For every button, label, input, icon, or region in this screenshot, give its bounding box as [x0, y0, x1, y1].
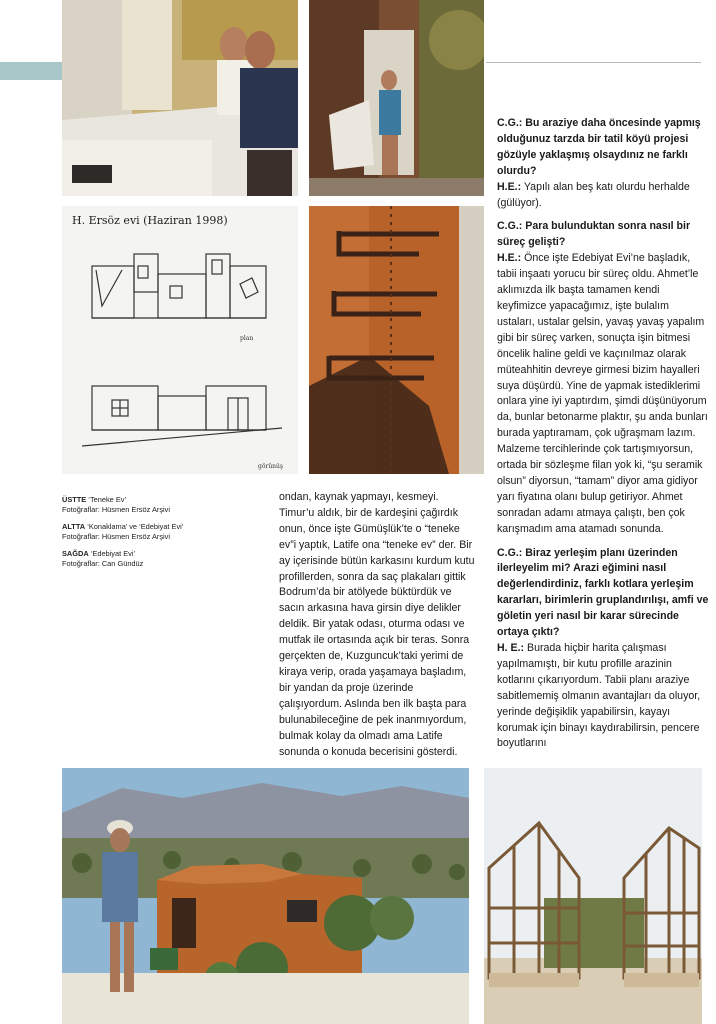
photo-captions [62, 495, 272, 576]
answer-text: Önce işte Edebiyat Evi’ne başladık, tabii inşaatı yorucu bir süreç oldu. Ahmet’le aklımızda ilk başta tamamen kendi keyfimizce yapacağımız, işte bulalım ustaları, ustalar gelsin, yavaş yavaş yapalım gibi bir süreç varken, sonuçta işin bitmesi öncelik haline geldi ve kaçınılmaz olarak müteahhitin devreye girmesi bizim hayalleri suya düşürdü. Yine de yapmak istediklerimi onlara yine iyi yaptırdım, şimdi düşünüyorum da, bunlar betonarme plaktır, şu anda bunları burada yaptıramam, çok uğraşmam lazım. Malzeme tercihlerinde çok tartışmıyorsun, ortada bir sözleşme filan yok ki, “şu seramik olsun” diyorsun, “tamam” diyor ama gidiyor yarı fiyatına olanı bulup getiriyor. Ahmet sonradan adamı atmaya çalıştı, ben çok karışmadım ama atamadı sonunda. [497, 252, 708, 535]
photo-man-landscape-house [62, 768, 469, 1024]
interview-question: C.G.: Para bulunduktan sonra nasıl bir süreç gelişti? [497, 220, 691, 249]
caption-credit: Fotoğraflar: Hüsmen Ersöz Arşivi [62, 532, 171, 541]
architectural-drawing [62, 206, 298, 474]
drawing-plan-label: plan [240, 335, 254, 342]
photo-timber-frames [484, 768, 702, 1024]
caption-title: ‘Edebiyat Evi’ [90, 549, 136, 558]
interview-question: C.G.: Bu araziye daha öncesinde yapmış olduğunuz tarzda bir tatil köyü projesi gözüyle yaklaşmış olsaydınız ne farklı olurdu? [497, 117, 701, 177]
interview-column [497, 116, 709, 760]
caption-title: ‘Konaklama’ ve ‘Edebiyat Evi’ [87, 522, 184, 531]
caption-bottom [62, 522, 272, 542]
top-rule [486, 62, 701, 63]
interview-answer [497, 251, 709, 537]
caption-right [62, 549, 272, 569]
interview-block [497, 116, 709, 211]
interview-block [497, 546, 709, 753]
photo-man-at-doorway [309, 0, 484, 196]
answer-label: H.E.: [497, 252, 522, 265]
answer-label: H. E.: [497, 642, 525, 654]
drawing-elevation-label: görünüş [258, 463, 283, 470]
interview-block [497, 219, 709, 537]
caption-label: SAĞDA [62, 549, 89, 558]
caption-credit: Fotoğraflar: Can Gündüz [62, 559, 144, 568]
interview-answer [497, 641, 709, 752]
answer-text: Burada hiçbir harita çalışması yapılmamıştı, bir kutu profille arazinin kotlarını çıkarıyordum. Tabii planı araziye sabitlememiş olmanın avantajları da oluyor, yerinde değişiklik yapabilirsin, kayayı korumak için binayı kaydırabilirsin, pencere boyutlarını [497, 642, 701, 750]
body-text-middle: ondan, kaynak yapmayı, kesmeyi. Timur’u aldık, bir de kardeşini çağırdık onun, önce işte Gümüşlük’te o “teneke ev”i yaptık, Latife ona “teneke ev” der. Bir ay içerisinde bütün karkasını kurdum kutu profillerden, sonra da saç plakaları gittik Bodrum’da bir atölyede büktürdük ve sacın arkasına hava girsin diye delikler deldik. Bir yatak odası, oturma odası ve mutfak ile ortasında açık bir teras. Sonra gerçekten de, Kuzguncuk’taki yerimi de kiraya verip, orada yaşamaya başladım, bir yandan da proje üzerinde çalışıyordum. Aslında ben ilk başta para bulunabileceğine de pek inanmıyordum, bulmak kolay da olmadı ama Latife sonunda o konuda becerisini gösterdi. [279, 491, 475, 758]
caption-top [62, 495, 272, 515]
answer-text: Yapılı alan beş katı olurdu herhalde (gülüyor). [497, 180, 690, 209]
photo-couple-at-desk [62, 0, 298, 196]
interview-answer [497, 180, 709, 212]
caption-label: ALTTA [62, 522, 86, 531]
drawing-title: H. Ersöz evi (Haziran 1998) [72, 214, 228, 227]
caption-label: ÜSTTE [62, 495, 87, 504]
caption-title: ‘Teneke Ev’ [88, 495, 127, 504]
caption-credit: Fotoğraflar: Hüsmen Ersöz Arşivi [62, 505, 171, 514]
interview-question: C.G.: Biraz yerleşim planı üzerinden ilerleyelim mi? Arazi eğimini nasıl değerlendirdiniz, farklı kotlara yerleşim kararları, birimlerin gruplandırılışı, amfi ve göletin yeri nasıl bir karar sürecinde ortaya çıktı? [497, 546, 709, 639]
photo-rusted-steel-wall [309, 206, 484, 474]
answer-label: H.E.: [497, 180, 522, 193]
accent-band [0, 62, 62, 80]
